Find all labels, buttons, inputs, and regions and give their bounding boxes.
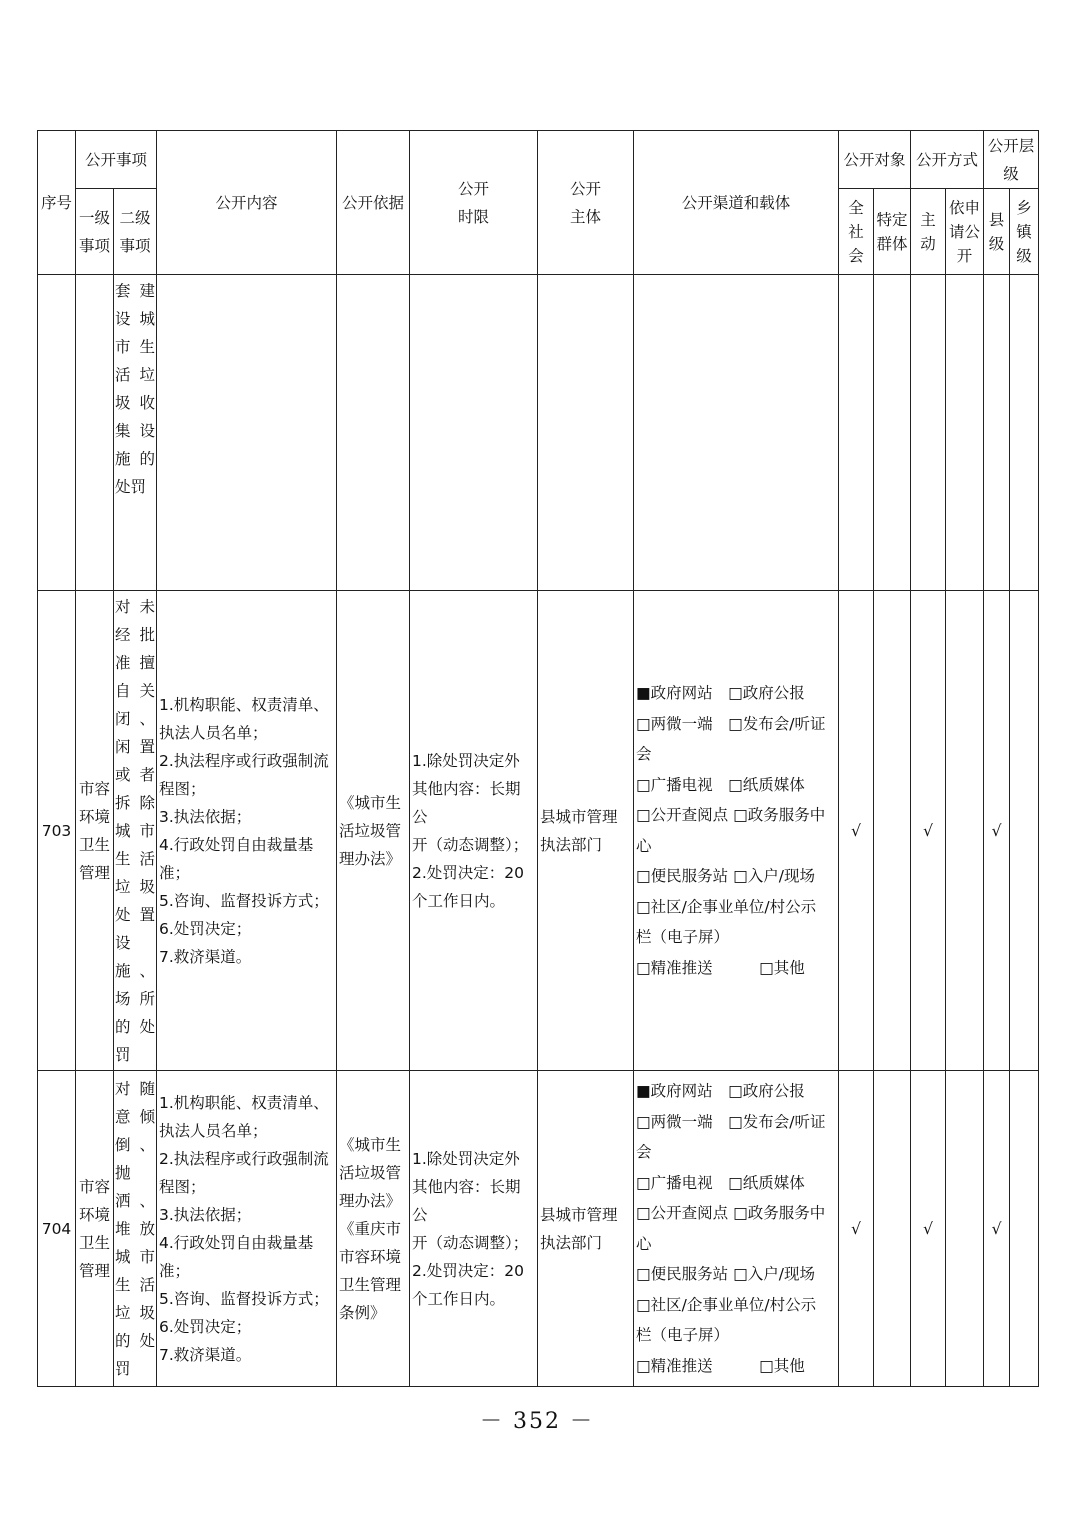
level2-line: 施 的 — [115, 450, 156, 468]
basis-list — [339, 789, 407, 873]
row-specific-group — [874, 275, 911, 591]
level2-line: 意 倾 — [115, 1107, 156, 1126]
level2-line: 处罚 — [115, 478, 147, 496]
table-row — [38, 591, 1039, 1071]
subject-line: 县城市管理 — [540, 1205, 618, 1224]
time-limit-line: 其他内容：长期公 — [412, 1177, 521, 1224]
content-line: 1.机构职能、权责清单、 — [159, 695, 329, 714]
header-specific-group: 特定 群体 — [874, 189, 911, 275]
header-subject: 公开 主体 — [538, 131, 634, 275]
channel-line: 会 — [636, 745, 652, 763]
row-subject — [538, 1071, 634, 1387]
basis-line: 理办法》 — [339, 849, 402, 868]
level2-line: 垃 圾 — [115, 1303, 156, 1322]
header-content: 公开内容 — [157, 131, 337, 275]
channel-line: □便民服务站 □入户/现场 — [636, 867, 815, 885]
row-subject — [538, 275, 634, 591]
row-level1: 市容 环境 卫生 管理 — [76, 1071, 114, 1387]
level2-line: 自 关 — [115, 681, 156, 700]
channel-list — [636, 1076, 836, 1381]
level2-line: 施 、 — [115, 961, 156, 980]
row-active — [911, 275, 946, 591]
row-county-check: √ — [984, 1071, 1010, 1387]
channel-line: ■政府网站 □政府公报 — [636, 684, 805, 702]
row-level2 — [114, 275, 157, 591]
row-on-request-check — [946, 1071, 984, 1387]
level2-line: 生 活 — [115, 849, 156, 868]
time-limit-line: 个工作日内。 — [412, 1289, 506, 1308]
row-content — [157, 275, 337, 591]
basis-line: 《城市生 — [339, 1135, 402, 1154]
time-limit-line: 开（动态调整）； — [412, 835, 529, 854]
level2-line: 或 者 — [115, 765, 156, 784]
table-row — [38, 1071, 1039, 1387]
level2-line: 经 批 — [115, 625, 156, 644]
level2-line: 设 — [115, 933, 131, 952]
time-limit-list — [412, 747, 535, 915]
row-whole-society-check: √ — [839, 591, 874, 1071]
header-row-1 — [38, 131, 1039, 189]
basis-line: 《重庆市 — [339, 1219, 402, 1238]
level2-line: 的 处 — [115, 1331, 156, 1350]
channel-line: □两微一端 □发布会/听证 — [636, 714, 826, 733]
header-public-item: 公开事项 — [76, 131, 157, 189]
basis-line: 市容环境 — [339, 1247, 402, 1266]
basis-line: 理办法》 — [339, 1191, 402, 1210]
time-limit-line: 1.除处罚决定外 — [412, 1149, 520, 1168]
content-line: 程图； — [159, 779, 206, 798]
level2-line: 闭 、 — [115, 709, 156, 728]
level2-text — [115, 1075, 155, 1383]
header-on-request: 依申 请公 开 — [946, 189, 984, 275]
row-time-limit — [410, 275, 538, 591]
content-list — [159, 1089, 334, 1369]
header-county: 县 级 — [984, 189, 1010, 275]
subject-line: 执法部门 — [540, 835, 603, 854]
content-line: 程图； — [159, 1177, 206, 1196]
channel-line: ■政府网站 □政府公报 — [636, 1082, 805, 1100]
content-list — [159, 691, 334, 971]
row-active-check: √ — [911, 591, 946, 1071]
row-township-check — [1010, 591, 1039, 1071]
level2-line: 活 垃 — [115, 366, 156, 384]
content-line: 执法人员名单； — [159, 1121, 268, 1140]
channel-line: 心 — [636, 836, 652, 855]
content-line: 准； — [159, 1261, 191, 1280]
row-on-request-check — [946, 591, 984, 1071]
content-line: 3.执法依据； — [159, 1205, 252, 1224]
row-basis — [337, 1071, 410, 1387]
header-time-limit: 公开 时限 — [410, 131, 538, 275]
time-limit-line: 个工作日内。 — [412, 891, 506, 910]
content-line: 7.救济渠道。 — [159, 1345, 252, 1364]
row-active-check: √ — [911, 1071, 946, 1387]
level2-line: 罚 — [115, 1359, 131, 1378]
row-whole-society-check: √ — [839, 1071, 874, 1387]
level2-line: 对 未 — [115, 597, 156, 616]
time-limit-line: 其他内容：长期公 — [412, 779, 521, 826]
channel-line: □精准推送 □其他 — [636, 958, 805, 977]
header-seq: 序号 — [38, 131, 76, 275]
row-county-check: √ — [984, 591, 1010, 1071]
row-specific-group-check — [874, 591, 911, 1071]
channel-line: □两微一端 □发布会/听证 — [636, 1112, 826, 1131]
content-line: 4.行政处罚自由裁量基 — [159, 835, 314, 854]
row-seq — [38, 275, 76, 591]
row-content — [157, 1071, 337, 1387]
row-on-request — [946, 275, 984, 591]
row-level2 — [114, 1071, 157, 1387]
level2-line: 城 市 — [115, 1247, 156, 1266]
row-seq: 703 — [38, 591, 76, 1071]
row-level1 — [76, 275, 114, 591]
basis-list — [339, 1131, 407, 1327]
subject-list — [540, 1201, 631, 1257]
time-limit-line: 2.处罚决定：20 — [412, 863, 525, 882]
header-township: 乡 镇 级 — [1010, 189, 1039, 275]
row-basis — [337, 591, 410, 1071]
basis-line: 活垃圾管 — [339, 1163, 402, 1182]
header-level: 公开层 级 — [984, 131, 1039, 189]
level2-line: 闲 置 — [115, 737, 156, 756]
row-channel — [634, 1071, 839, 1387]
level2-line: 对 随 — [115, 1079, 156, 1098]
time-limit-line: 2.处罚决定：20 — [412, 1261, 525, 1280]
content-line: 2.执法程序或行政强制流 — [159, 751, 329, 770]
header-basis: 公开依据 — [337, 131, 410, 275]
row-subject — [538, 591, 634, 1071]
header-whole-society: 全 社 会 — [839, 189, 874, 275]
row-channel — [634, 591, 839, 1071]
row-township-check — [1010, 1071, 1039, 1387]
channel-line: □社区/企事业单位/村公示 — [636, 1295, 817, 1314]
content-line: 6.处罚决定； — [159, 919, 252, 938]
basis-line: 条例》 — [339, 1303, 386, 1322]
row-whole-society — [839, 275, 874, 591]
time-limit-list — [412, 1145, 535, 1313]
header-active: 主 动 — [911, 189, 946, 275]
level2-line: 城 市 — [115, 821, 156, 840]
level2-line: 洒 、 — [115, 1191, 156, 1210]
channel-line: □公开查阅点 □政务服务中 — [636, 806, 826, 824]
level2-text — [115, 593, 155, 1069]
header-method: 公开方式 — [911, 131, 984, 189]
basis-line: 《城市生 — [339, 793, 402, 812]
channel-line: 栏（电子屏） — [636, 1326, 730, 1344]
content-line: 1.机构职能、权责清单、 — [159, 1093, 329, 1112]
level2-line: 准 擅 — [115, 653, 156, 672]
content-line: 6.处罚决定； — [159, 1317, 252, 1336]
channel-line: □广播电视 □纸质媒体 — [636, 775, 805, 794]
basis-line: 活垃圾管 — [339, 821, 402, 840]
content-line: 2.执法程序或行政强制流 — [159, 1149, 329, 1168]
row-specific-group-check — [874, 1071, 911, 1387]
level2-line: 处 置 — [115, 905, 156, 924]
subject-line: 县城市管理 — [540, 807, 618, 826]
header-level2: 二级 事项 — [114, 189, 157, 275]
content-line: 4.行政处罚自由裁量基 — [159, 1233, 314, 1252]
content-line: 准； — [159, 863, 191, 882]
content-line: 5.咨询、监督投诉方式； — [159, 891, 329, 910]
channel-line: 会 — [636, 1143, 652, 1161]
header-channel: 公开渠道和载体 — [634, 131, 839, 275]
subject-line: 执法部门 — [540, 1233, 603, 1252]
row-time-limit — [410, 1071, 538, 1387]
row-time-limit — [410, 591, 538, 1071]
level2-line: 抛 — [115, 1163, 131, 1182]
level2-line: 罚 — [115, 1045, 131, 1064]
level2-line: 生 活 — [115, 1275, 156, 1294]
page-number: － 352 － — [480, 1409, 594, 1434]
table-row — [38, 275, 1039, 591]
time-limit-line: 1.除处罚决定外 — [412, 751, 520, 770]
content-line: 7.救济渠道。 — [159, 947, 252, 966]
channel-line: 栏（电子屏） — [636, 928, 730, 946]
subject-list — [540, 803, 631, 859]
level2-line: 堆 放 — [115, 1219, 156, 1238]
channel-list — [636, 678, 836, 983]
row-level2 — [114, 591, 157, 1071]
channel-line: □社区/企事业单位/村公示 — [636, 897, 817, 916]
level2-line: 圾 收 — [115, 394, 156, 412]
row-channel — [634, 275, 839, 591]
level2-line: 场 所 — [115, 989, 156, 1008]
level2-line: 倒 、 — [115, 1135, 156, 1154]
channel-line: □便民服务站 □入户/现场 — [636, 1265, 815, 1283]
channel-line: 心 — [636, 1234, 652, 1253]
row-seq: 704 — [38, 1071, 76, 1387]
content-line: 执法人员名单； — [159, 723, 268, 742]
level2-line: 垃 圾 — [115, 877, 156, 896]
basis-line: 卫生管理 — [339, 1275, 402, 1294]
level2-line: 设 城 — [115, 310, 156, 328]
disclosure-table — [37, 130, 1039, 1387]
row-content — [157, 591, 337, 1071]
level2-line: 集 设 — [115, 422, 156, 440]
row-level1: 市容 环境 卫生 管理 — [76, 591, 114, 1071]
level2-line: 市 生 — [115, 338, 156, 356]
row-county — [984, 275, 1010, 591]
channel-line: □精准推送 □其他 — [636, 1356, 805, 1375]
time-limit-line: 开（动态调整）； — [412, 1233, 529, 1252]
row-basis — [337, 275, 410, 591]
content-line: 3.执法依据； — [159, 807, 252, 826]
level2-text — [115, 277, 155, 501]
row-township — [1010, 275, 1039, 591]
channel-line: □广播电视 □纸质媒体 — [636, 1173, 805, 1192]
channel-line: □公开查阅点 □政务服务中 — [636, 1204, 826, 1222]
level2-line: 套 建 — [115, 282, 156, 300]
header-level1: 一级 事项 — [76, 189, 114, 275]
level2-line: 拆 除 — [115, 793, 156, 812]
header-target: 公开对象 — [839, 131, 911, 189]
content-line: 5.咨询、监督投诉方式； — [159, 1289, 329, 1308]
level2-line: 的 处 — [115, 1017, 156, 1036]
